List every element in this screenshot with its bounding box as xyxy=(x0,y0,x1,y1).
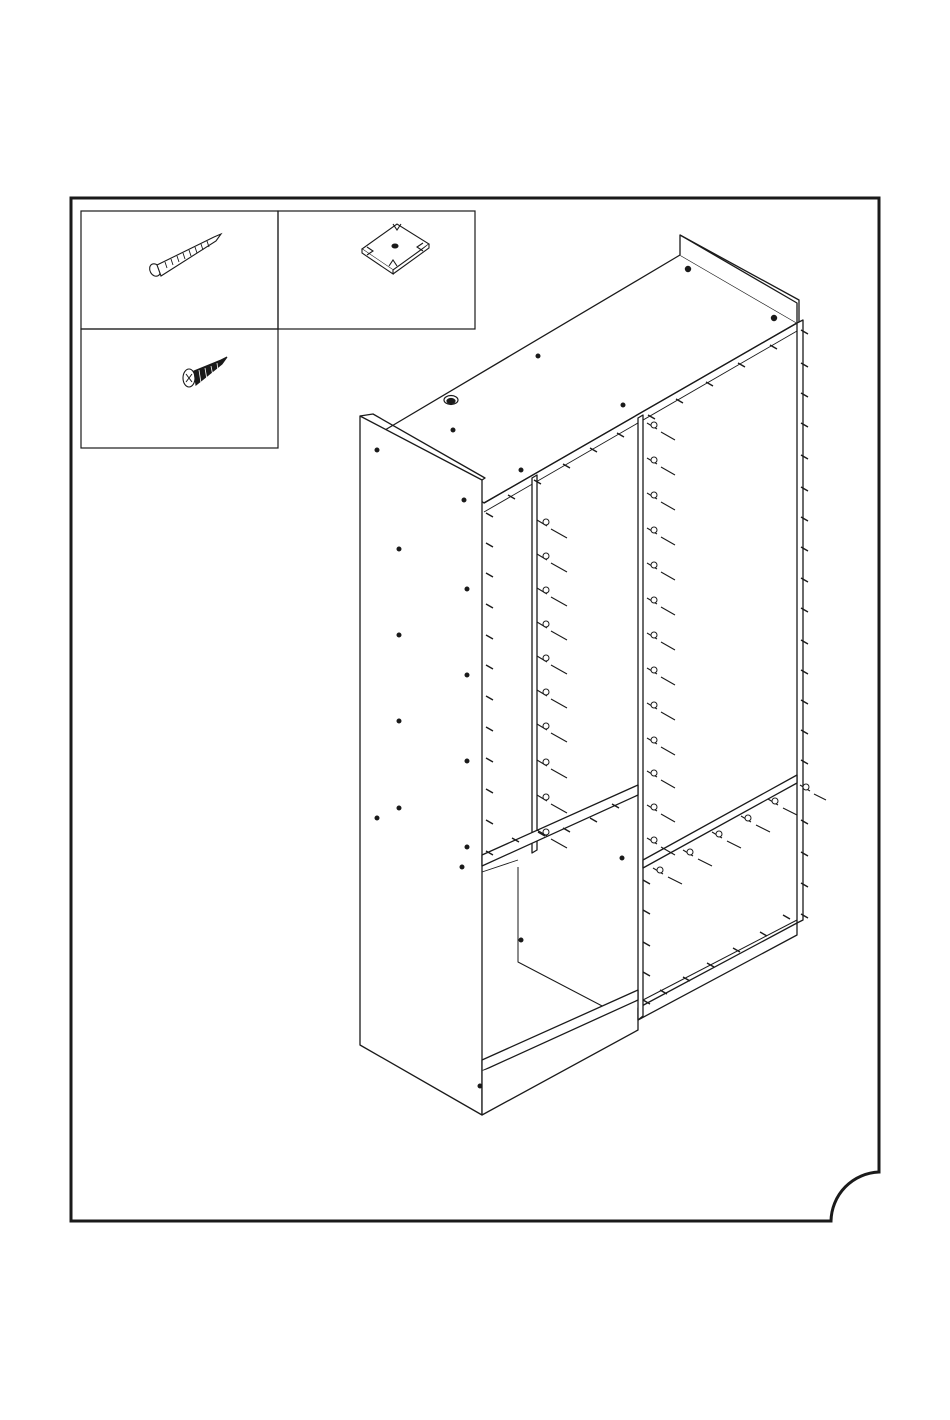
corner-bracket-icon xyxy=(362,224,429,274)
middle-divider xyxy=(638,415,643,1020)
mid-shelf-left xyxy=(482,785,638,866)
nail-icon xyxy=(148,234,221,278)
right-side-edge xyxy=(797,320,803,923)
cabinet-frame-icon xyxy=(360,235,803,1115)
legend-cell-screw xyxy=(81,329,278,448)
screw-icon xyxy=(183,357,227,387)
left-side-panel xyxy=(360,416,482,1115)
legend-cell-bracket xyxy=(278,211,475,329)
legend-cell-nail xyxy=(81,211,278,329)
grommet-hole-icon xyxy=(444,396,458,405)
mid-shelf-right xyxy=(643,775,797,868)
